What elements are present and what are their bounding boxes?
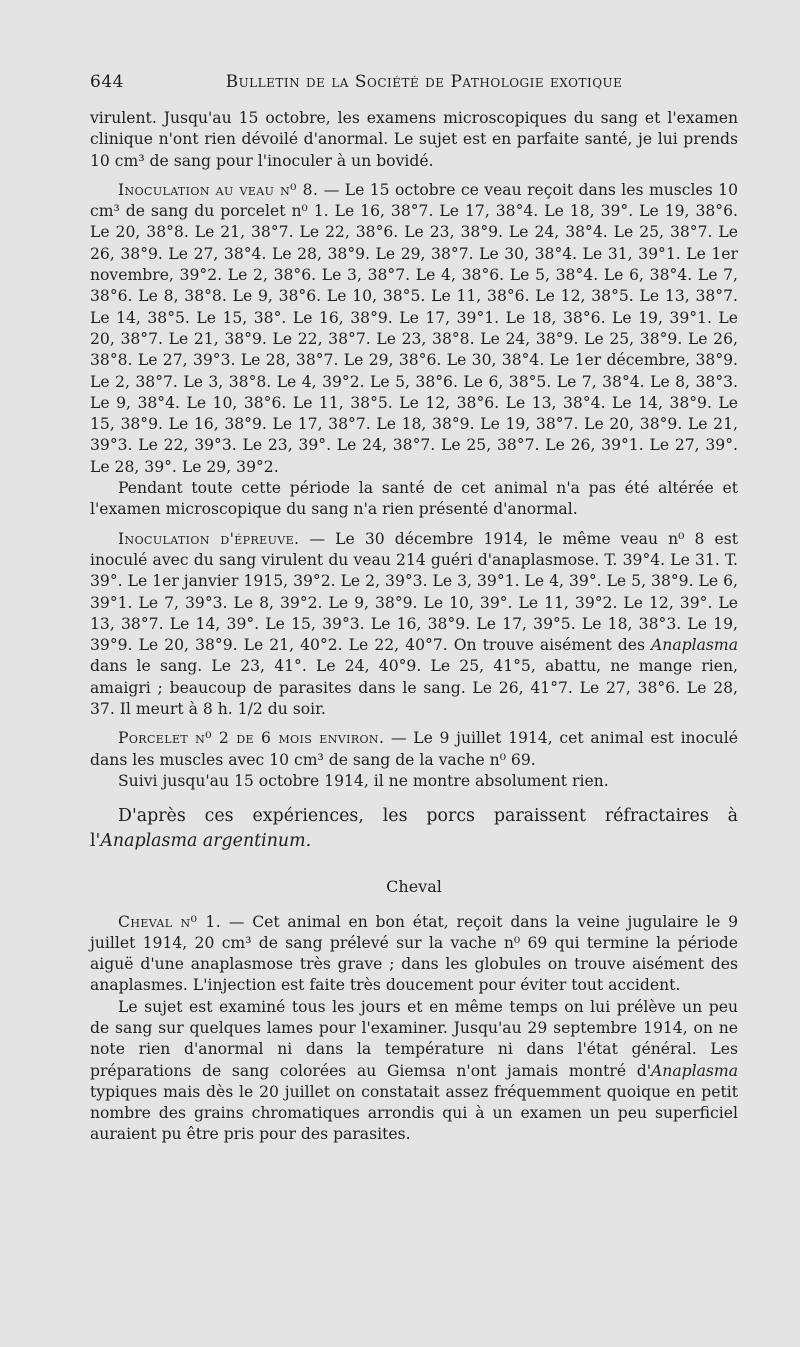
paragraph-heading: Inoculation au veau n⁰ 8. (118, 180, 319, 199)
paragraph-conclusion (90, 804, 738, 854)
paragraph-inoculation-epreuve (90, 529, 738, 721)
running-title: Bulletin de la Société de Pathologie exotique (225, 72, 623, 92)
paragraph-suivi: Suivi jusqu'au 15 octobre 1914, il ne montre absolument rien. (118, 771, 609, 790)
paragraph-body: D'après ces expériences, les porcs paraissent réfractaires à l' (90, 806, 738, 852)
section-title: Cheval (386, 877, 442, 897)
paragraph-body: typiques mais dès le 20 juillet on constatait assez fréquemment quoique en petit nombre des grains chromatiques arrondis qui à un examen un peu superficiel auraient pu être pris pour des parasites. (90, 1082, 738, 1144)
italic-term: Anaplasma argentinum. (100, 831, 312, 852)
paragraph-examen (90, 997, 738, 1146)
paragraph-inoculation-veau-8 (90, 180, 738, 478)
page-number: 644 (90, 72, 124, 92)
paragraph-heading: Porcelet n⁰ 2 de 6 mois environ. (118, 729, 385, 748)
paragraph-heading: Cheval n⁰ 1. (118, 912, 222, 931)
paragraph-body: — Le 9 juillet 1914, cet animal est inoculé dans les muscles avec 10 cm³ de sang de la vache n⁰ 69. (90, 729, 738, 769)
paragraph-cheval-1 (90, 912, 738, 997)
paragraph-porcelet-2 (90, 728, 738, 771)
paragraph-body: dans le sang. Le 23, 41°. Le 24, 40°9. Le 25, 41°5, abattu, ne mange rien, amaigri ; beaucoup de parasites dans le sang. Le 26, 41°7. Le 27, 38°6. Le 28, 37. Il meurt à 8 h. 1/2 du soir. (90, 657, 738, 719)
body-text (90, 108, 738, 1146)
paragraph-body: — Le 30 décembre 1914, le même veau n⁰ 8 est inoculé avec du sang virulent du veau 214 guéri d'anaplasmose. T. 39°4. Le 31. T. 39°. Le 1er janvier 1915, 39°2. Le 2, 39°3. Le 3, 39°1. Le 4, 39°. Le 5, 38°9. Le 6, 39°1. Le 7, 39°3. Le 8, 39°2. Le 9, 38°9. Le 10, 39°. Le 11, 39°2. Le 12, 39°. Le 13, 38°7. Le 14, 39°. Le 15, 39°3. Le 16, 38°9. Le 17, 39°5. Le 18, 38°3. Le 19, 39°9. Le 20, 38°9. Le 21, 40°2. Le 22, 40°7. On trouve aisément des (90, 529, 738, 655)
paragraph-body: Le sujet est examiné tous les jours et en même temps on lui prélève un peu de sang sur quelques lames pour l'examiner. Jusqu'au 29 septembre 1914, on ne note rien d'anormal ni dans la température ni dans l'état général. Les préparations de sang colorées au Giemsa n'ont jamais montré d' (90, 997, 738, 1080)
page-header (90, 72, 738, 92)
paragraph-heading: Inoculation d'épreuve. (118, 529, 300, 548)
paragraph-body: — Cet animal en bon état, reçoit dans la veine jugulaire le 9 juillet 1914, 20 cm³ de sang prélevé sur la vache n⁰ 69 qui termine la période aiguë d'une anaplasmose très grave ; dans les globules on trouve aisément des anaplasmes. L'injection est faite très doucement pour éviter tout accident. (90, 912, 739, 995)
paragraph-continuation: virulent. Jusqu'au 15 octobre, les examens microscopiques du sang et l'examen clinique n'ont rien dévoilé d'anormal. Le sujet est en parfaite santé, je lui prends 10 cm³ de sang pour l'inoculer à un bovidé. (90, 109, 738, 170)
paragraph-body: — Le 15 octobre ce veau reçoit dans les muscles 10 cm³ de sang du porcelet n⁰ 1. Le 16, 38°7. Le 17, 38°4. Le 18, 39°. Le 19, 38°6. Le 20, 38°8. Le 21, 38°7. Le 22, 38°6. Le 23, 38°9. Le 24, 38°4. Le 25, 38°7. Le 26, 38°9. Le 27, 38°4. Le 28, 38°9. Le 29, 38°7. Le 30, 38°4. Le 31, 39°1. Le 1er novembre, 39°2. Le 2, 38°6. Le 3, 38°7. Le 4, 38°6. Le 5, 38°4. Le 6, 38°4. Le 7, 38°6. Le 8, 38°8. Le 9, 38°6. Le 10, 38°5. Le 11, 38°6. Le 12, 38°5. Le 13, 38°7. Le 14, 38°5. Le 15, 38°. Le 16, 38°9. Le 17, 39°1. Le 18, 38°6. Le 19, 39°1. Le 20, 38°7. Le 21, 38°9. Le 22, 38°7. Le 23, 38°8. Le 24, 38°9. Le 25, 38°9. Le 26, 38°8. Le 27, 39°3. Le 28, 38°7. Le 29, 38°6. Le 30, 38°4. Le 1er décembre, 38°9. Le 2, 38°7. Le 3, 38°8. Le 4, 39°2. Le 5, 38°6. Le 6, 38°5. Le 7, 38°4. Le 8, 38°3. Le 9, 38°4. Le 10, 38°6. Le 11, 38°5. Le 12, 38°6. Le 13, 38°4. Le 14, 38°9. Le 15, 38°9. Le 16, 38°9. Le 17, 38°7. Le 18, 38°9. Le 19, 38°7. Le 20, 38°9. Le 21, 39°3. Le 22, 39°3. Le 23, 39°. Le 24, 38°7. Le 25, 38°7. Le 26, 39°1. Le 27, 39°. Le 28, 39°. Le 29, 39°2. (90, 180, 738, 476)
paragraph-sante: Pendant toute cette période la santé de cet animal n'a pas été altérée et l'examen microscopique du sang n'a rien présenté d'anormal. (90, 479, 738, 519)
italic-term: Anaplasma (651, 1061, 738, 1080)
italic-term: Anaplasma (651, 636, 738, 655)
